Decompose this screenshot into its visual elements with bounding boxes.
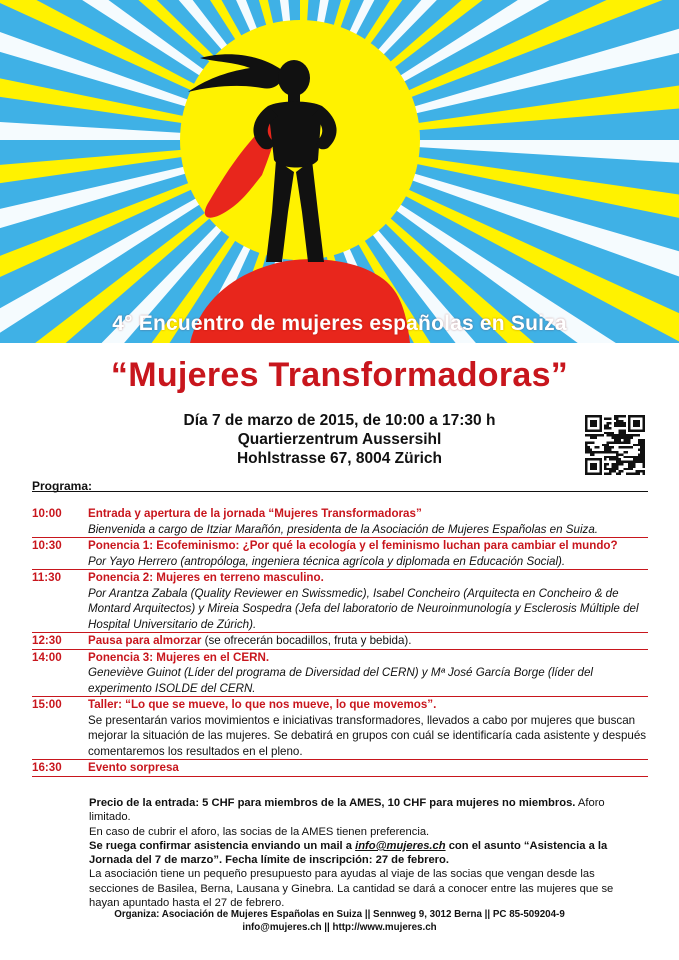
program-content [88,697,648,759]
program-row [32,760,648,777]
event-subtitle: 4° Encuentro de mujeres españolas en Suiza [112,312,567,335]
program-content [88,760,648,776]
event-notes [89,796,629,910]
travel-aid-note: La asociación tiene un pequeño presupuesto para ayudas al viaje de las socias que vengan desde las secciones de Basilea, Berna, Lausana y Ginebra. La cantidad se dará a conocer entre las mujeres que se hayan apuntado hasta el 27 de febrero. [89,868,614,910]
hero-illustration [0,0,679,343]
program-description: Se presentarán varios movimientos e iniciativas transformadores, llevados a cabo por mujeres que buscan mejorar la situación de las mujeres. Se debatirá en grupos con cuál se identificaría cada asistente y después comentaremos los resultados en el pleno. [88,713,647,758]
program-row [32,538,648,570]
program-time: 16:30 [32,761,62,774]
program-title: Taller: “Lo que se mueve, lo que nos mueve, lo que movemos”. [88,698,437,711]
program-time: 14:00 [32,650,62,664]
program-time: 10:30 [32,539,62,552]
contact-line[interactable]: info@mujeres.ch || http://www.mujeres.ch [242,922,437,933]
program-content [88,506,648,537]
program-time: 11:30 [32,571,62,584]
program-content [88,633,648,649]
program-description: Geneviève Guinot (Líder del programa de Diversidad del CERN) y Mª José García Borge (líder del experimento ISOLDE del CERN. [88,666,593,695]
program-title: Ponencia 2: Mujeres en terreno masculino. [88,571,324,584]
program-time: 15:00 [32,698,62,711]
confirm-deadline: con el asunto “Asistencia a la Jornada del 7 de marzo”. Fecha límite de inscripción: 27 de febrero. [89,839,608,867]
program-content [88,650,648,697]
program-title: Ponencia 3: Mujeres en el CERN. [88,650,270,664]
program-description: Por Arantza Zabala (Quality Reviewer en Swissmedic), Isabel Concheiro (Arquitecta en Concheiro & de Montard Arquitectos) y Mireia Sospedra (Jefa del laboratorio de Neuroinmunología y Esclerosis Múltiple del Hospital Universitario de Zúrich). [88,586,639,631]
organizer-line: Organiza: Asociación de Mujeres Españolas en Suiza || Sennweg 9, 3012 Berna || PC 85-509204-9 [114,909,565,920]
program-row [32,650,648,698]
qr-code[interactable] [585,415,645,475]
program-row [32,570,648,633]
program-title: Evento sorpresa [88,761,179,774]
price-text: Precio de la entrada: 5 CHF para miembros de la AMES, 10 CHF para mujeres no miembros. [89,797,576,809]
program-row [32,633,648,650]
price-note [89,796,629,825]
capacity-note: En caso de cubrir el aforo, las socias de la AMES tienen preferencia. [89,825,430,838]
sunburst-illustration [0,0,679,343]
program-row [32,697,648,760]
program-list [32,506,648,777]
event-date: Día 7 de marzo de 2015, de 10:00 a 17:30 h [183,412,496,429]
program-note: (se ofrecerán bocadillos, fruta y bebida). [201,634,412,647]
capacity-limited: Aforo limitado. [89,797,605,824]
program-content [88,538,648,569]
footer [0,908,679,934]
program-time: 10:00 [32,507,62,520]
event-address: Hohlstrasse 67, 8004 Zürich [236,450,443,467]
confirm-note [89,839,629,868]
program-title: Ponencia 1: Ecofeminismo: ¿Por qué la ecología y el feminismo luchan para cambiar el mundo? [88,539,618,552]
program-divider [32,491,648,492]
main-title: “Mujeres Transformadoras” [110,356,569,394]
confirm-text: Se ruega confirmar asistencia enviando un mail a [89,839,356,852]
program-content [88,570,648,632]
program-description: Bienvenida a cargo de Itziar Marañón, presidenta de la Asociación de Mujeres Españolas en Suiza. [88,522,599,536]
program-description: Por Yayo Herrero (antropóloga, ingeniera técnica agrícola y diplomada en Educación Social). [88,554,566,568]
event-venue: Quartierzentrum Aussersihl [237,431,442,448]
program-row [32,506,648,538]
program-heading: Programa: [32,479,93,493]
email-link[interactable]: info@mujeres.ch [355,839,446,852]
program-title: Entrada y apertura de la jornada “Mujeres Transformadoras” [88,507,422,520]
program-title: Pausa para almorzar [88,634,202,647]
program-time: 12:30 [32,634,62,647]
